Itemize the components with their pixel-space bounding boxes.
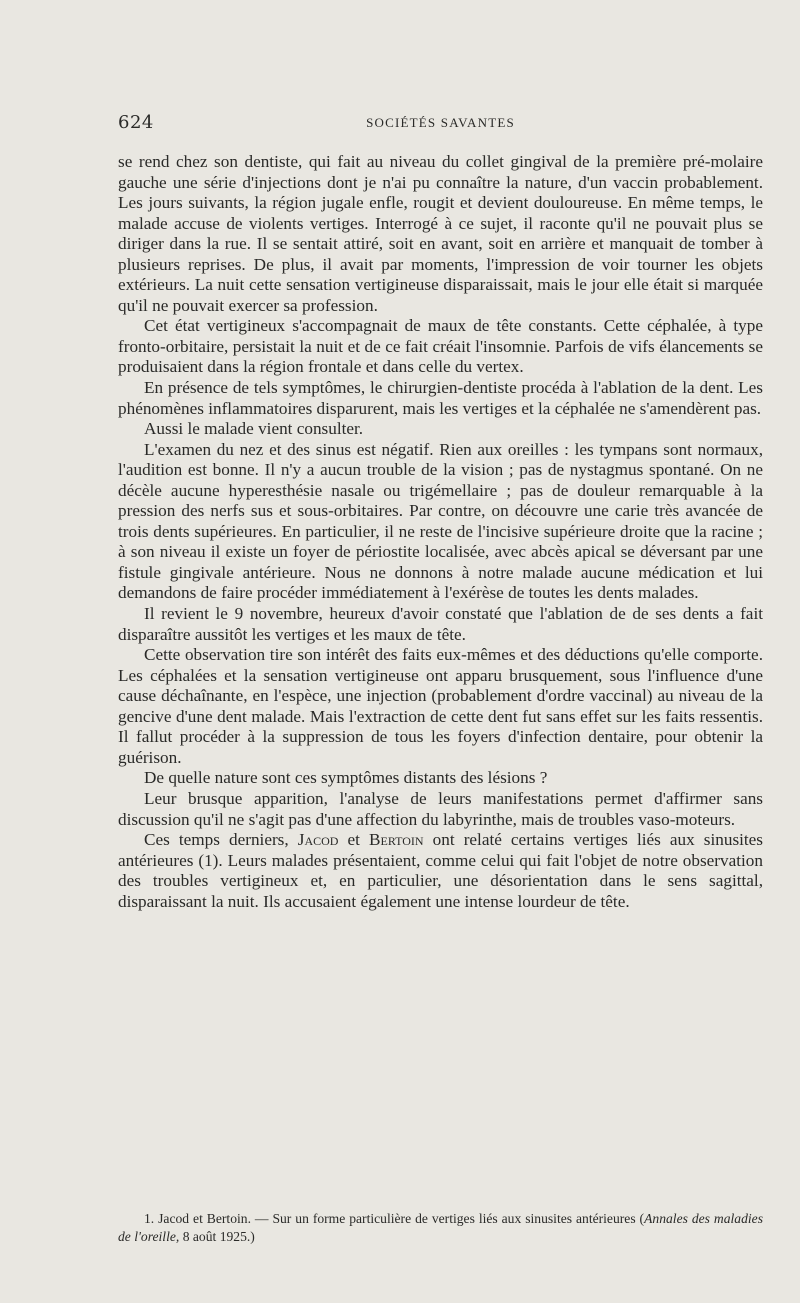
footnote-citation: 1. Jacod et Bertoin. — Sur un forme particulière de vertiges liés aux sinusites antérieures ( xyxy=(144,1211,645,1226)
paragraph: En présence de tels symptômes, le chirurgien-dentiste procéda à l'ablation de la dent. Les phénomènes inflammatoires disparurent, mais les vertiges et la céphalée ne s'amendèrent pas. xyxy=(118,378,763,418)
paragraph: L'examen du nez et des sinus est négatif. Rien aux oreilles : les tympans sont normaux, l'audition est bonne. Il n'y a aucun trouble de la vision ; pas de nystagmus spontané. On ne décèle aucune hyperesthésie nasale ou trigémellaire ; pas de douleur remarquable à la pression des nerfs sus et sous-orbitaires. Par contre, on découvre une carie très avancée de trois dents supérieures. En particulier, il ne reste de l'incisive supérieure droite que la racine ; à son niveau il existe un foyer de périostite localisée, avec abcès apical se déversant par une fistule gingivale antérieure. Nous ne donnons à notre malade aucune médication et lui demandons de faire procéder immédiatement à l'exérèse de toutes les dents malades. xyxy=(118,439,763,603)
paragraph: Aussi le malade vient consulter. xyxy=(144,419,364,439)
footnote-date: 8 août 1925.) xyxy=(179,1229,255,1244)
paragraph-rest: ont relaté certains vertiges liés aux sinusites antérieures (1). Leurs malades présentaient, comme celui qui fait l'objet de notre observation des troubles vertigineux et, en particulier, une désorientation dans le sens sagittal, disparaissant la nuit. Ils accusaient également une intense lourdeur de tête. xyxy=(118,830,764,911)
body-text xyxy=(118,152,763,912)
paragraph: Il revient le 9 novembre, heureux d'avoir constaté que l'ablation de de ses dents a fait disparaître aussitôt les vertiges et les maux de tête. xyxy=(118,604,763,644)
paragraph: Cette observation tire son intérêt des faits eux-mêmes et des déductions qu'elle comporte. Les céphalées et la sensation vertigineuse ont apparu brusquement, sous l'influence d'une cause déchaînante, en l'espèce, une injection (probablement d'ordre vaccinal) au niveau de la gencive d'une dent malade. Mais l'extraction de cette dent fut sans effet sur les faits ressentis. Il fallut procéder à la suppression de tous les foyers d'infection dentaire, pour obtenir la guérison. xyxy=(118,645,763,767)
footnote-text xyxy=(118,1210,763,1246)
author-name: Bertoin xyxy=(369,830,424,850)
paragraph xyxy=(118,830,763,912)
conjunction: et xyxy=(338,830,370,850)
footnote-journal: Annales des maladies de l'oreille, xyxy=(118,1211,763,1244)
page-number: 624 xyxy=(118,112,154,133)
paragraph-lead: Ces temps derniers, xyxy=(144,830,298,850)
paragraph: Cet état vertigineux s'accompagnait de maux de tête constants. Cette céphalée, à type fronto-orbitaire, persistait la nuit et de ce fait créait l'insomnie. Parfois de vifs élancements se produisaient dans la région frontale et dans celle du vertex. xyxy=(118,316,763,377)
paragraph: De quelle nature sont ces symptômes distants des lésions ? xyxy=(144,768,548,788)
paragraph: Leur brusque apparition, l'analyse de leurs manifestations permet d'affirmer sans discussion qu'il ne s'agit pas d'une affection du labyrinthe, mais de troubles vaso-moteurs. xyxy=(118,788,763,829)
page-header xyxy=(118,112,763,142)
footnote xyxy=(118,1210,763,1246)
author-name: Jacod xyxy=(297,830,339,850)
paragraph: se rend chez son dentiste, qui fait au niveau du collet gingival de la première pré-molaire gauche une série d'injections dont je n'ai pu connaître la nature, d'un vaccin probablement. Les jours suivants, la région jugale enfle, rougit et devient douloureuse. En même temps, le malade accuse de violents vertiges. Interrogé à ce sujet, il raconte qu'il ne pouvait plus se diriger dans la rue. Il se sentait attiré, soit en avant, soit en arrière et manquait de tomber à plusieurs reprises. De plus, il avait par moments, l'impression de voir tourner les objets extérieurs. La nuit cette sensation vertigineuse disparaissait, mais le jour elle était si marquée qu'il ne pouvait exercer sa profession. xyxy=(118,152,763,315)
running-title: SOCIÉTÉS SAVANTES xyxy=(366,115,515,130)
